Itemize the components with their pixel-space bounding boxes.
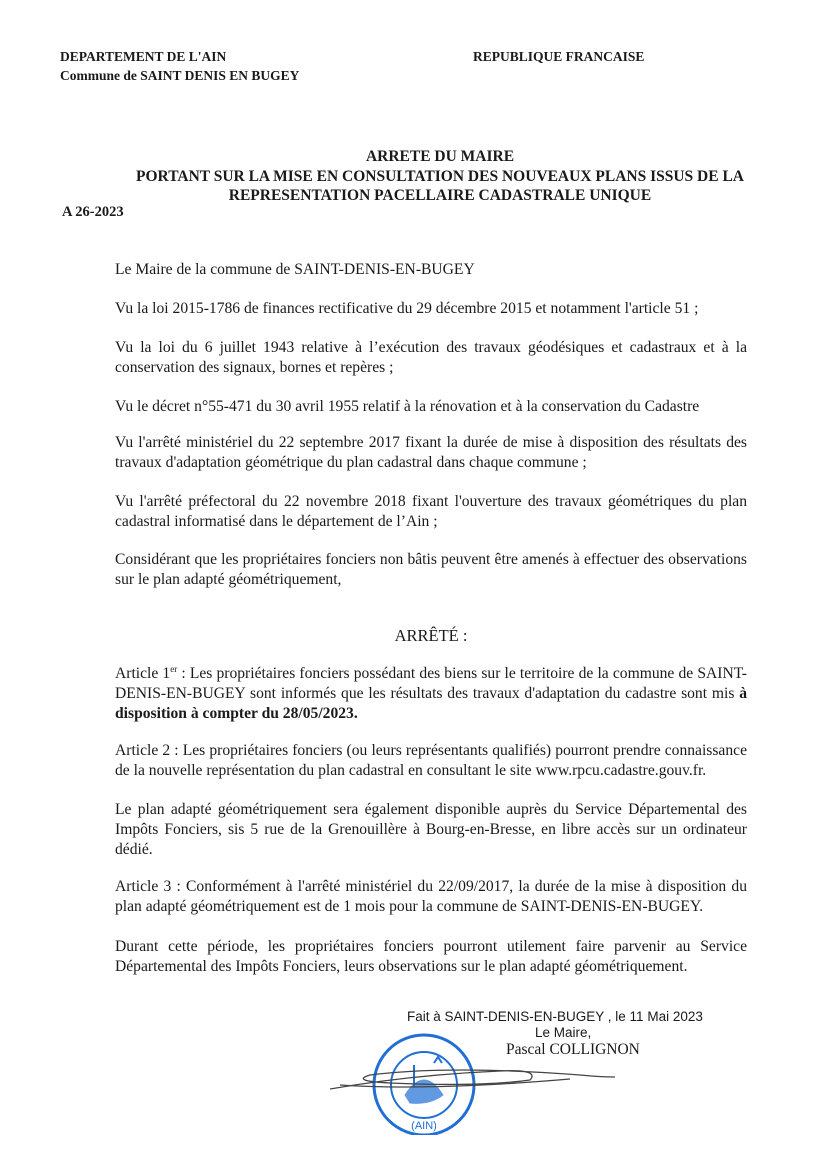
article-3-continued: Durant cette période, les propriétaires fonciers pourront utilement faire parvenir au Service Départemental des Impôts Fonciers, leurs observations sur le plan adapté géométriquement.: [115, 938, 747, 975]
preamble-law-2015: Vu la loi 2015-1786 de finances rectificative du 29 décembre 2015 et notamment l'article 51 ;: [115, 300, 699, 317]
commune-label: Commune de SAINT DENIS EN BUGEY: [60, 68, 300, 83]
article-3: Article 3 : Conformément à l'arrêté ministériel du 22/09/2017, la durée de la mise à disposition du plan adapté géométriquement est de 1 mois pour la commune de SAINT-DENIS-EN-BUGEY.: [115, 878, 747, 915]
preamble-mayor: Le Maire de la commune de SAINT-DENIS-EN-BUGEY: [115, 261, 475, 278]
title-line-1: ARRETE DU MAIRE: [365, 148, 515, 165]
signatory-name: Pascal COLLIGNON: [506, 1041, 640, 1058]
article-1-text: : Les propriétaires fonciers possédant des biens sur le territoire de la commune de SAINT-DENIS-EN-BUGEY sont informés que les résultats des travaux d'adaptation du cadastre sont mis: [115, 665, 747, 702]
header-left: [60, 47, 299, 85]
reference-number: A 26-2023: [62, 204, 124, 220]
svg-text:(AIN): (AIN): [411, 1120, 437, 1132]
official-stamp-and-signature: [330, 1025, 630, 1135]
article-1-sup: er: [170, 663, 178, 674]
article-1-label: Article 1: [115, 665, 171, 682]
title-line-3: REPRESENTATION PACELLAIRE CADASTRALE UNIQUE: [228, 187, 652, 204]
document-title: [60, 147, 820, 206]
signatory-role: Le Maire,: [535, 1025, 592, 1040]
preamble-considering: Considérant que les propriétaires fonciers non bâtis peuvent être amenés à effectuer des observations sur le plan adapté géométriquement,: [115, 551, 747, 588]
article-2-continued: Le plan adapté géométriquement sera également disponible auprès du Service Départemental des Impôts Fonciers, sis 5 rue de la Grenouillère à Bourg-en-Bresse, en libre accès sur un ordinateur dédié.: [115, 801, 747, 858]
place-date: Fait à SAINT-DENIS-EN-BUGEY , le 11 Mai 2023: [407, 1009, 703, 1024]
title-line-2: PORTANT SUR LA MISE EN CONSULTATION DES NOUVEAUX PLANS ISSUS DE LA: [136, 167, 744, 185]
republic-label: REPUBLIQUE FRANCAISE: [473, 49, 645, 64]
preamble-decree-1955: Vu le décret n°55-471 du 30 avril 1955 relatif à la rénovation et à la conservation du Cadastre: [115, 398, 700, 415]
decision-heading: ARRÊTÉ :: [394, 626, 468, 645]
article-2: Article 2 : Les propriétaires fonciers (ou leurs représentants qualifiés) pourront prendre connaissance de la nouvelle représentation du plan cadastral en consultant le site www.rpcu.cadastre.gouv.fr.: [115, 742, 747, 779]
preamble-law-1943: Vu la loi du 6 juillet 1943 relative à l’exécution des travaux géodésiques et cadastraux et à la conservation des signaux, bornes et repères ;: [115, 339, 747, 376]
preamble-arrete-2017: Vu l'arrêté ministériel du 22 septembre 2017 fixant la durée de mise à disposition des résultats des travaux d'adaptation géométrique du plan cadastral dans chaque commune ;: [115, 434, 747, 471]
department-label: DEPARTEMENT DE L'AIN: [60, 49, 227, 64]
article-1-date: à disposition à compter du 28/05/2023.: [115, 685, 747, 722]
preamble-arrete-2018: Vu l'arrêté préfectoral du 22 novembre 2018 fixant l'ouverture des travaux géométriques du plan cadastral informatisé dans le département de l’Ain ;: [115, 493, 747, 530]
article-1: [115, 664, 747, 724]
